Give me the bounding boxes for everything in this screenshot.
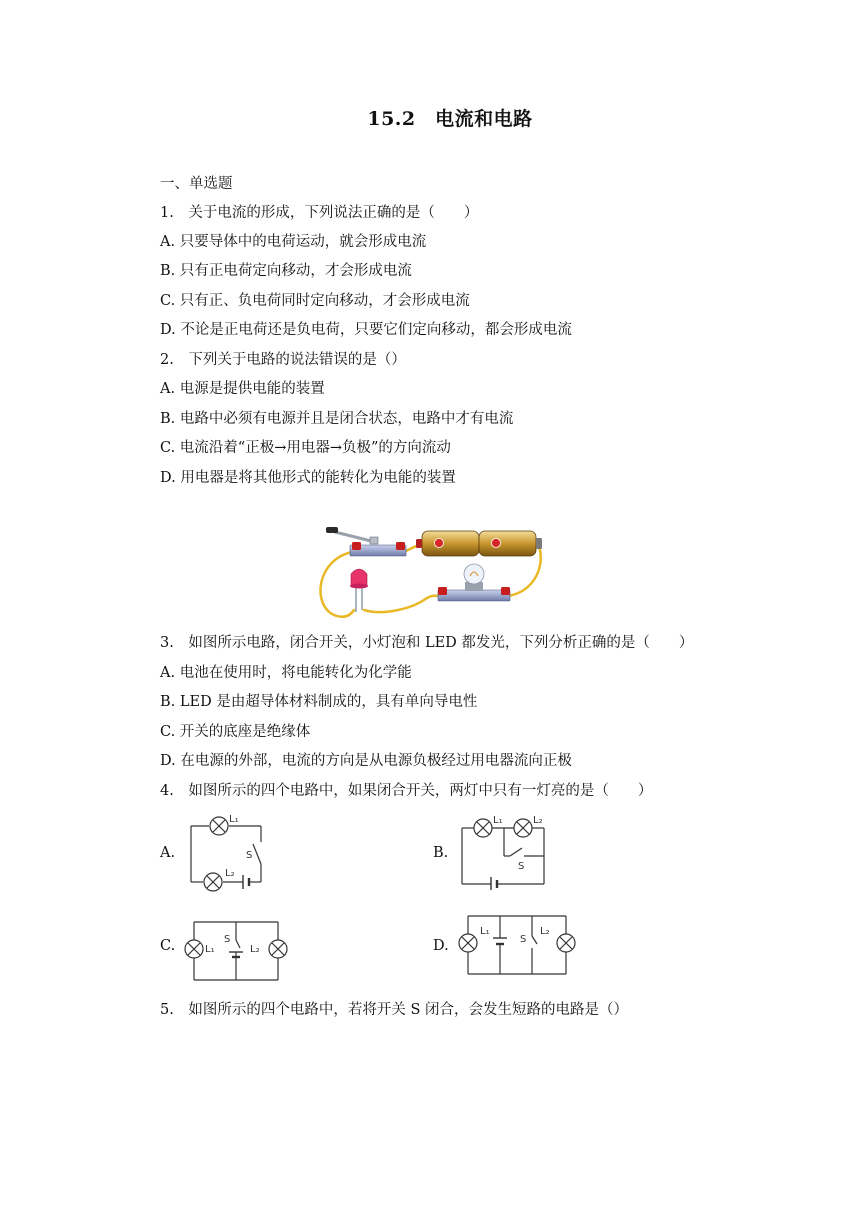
led-icon [350,569,368,612]
lamp-icon [438,564,510,601]
question-3-stem: 3. 如图所示电路，闭合开关，小灯泡和 LED 都发光，下列分析正确的是（ ） [160,635,694,651]
section-heading: 一、单选题 [160,176,233,192]
lamp-l1-icon [185,940,203,958]
label-l2: L₂ [225,868,235,879]
label-l2: L₂ [540,926,550,937]
question-2-option-c: C. 电流沿着“正极→用电器→负极”的方向流动 [160,440,451,456]
question-3-option-b: B. LED 是由超导体材料制成的，具有单向导电性 [160,694,478,710]
label-s: S [224,934,231,945]
question-1-option-b: B. 只有正电荷定向移动，才会形成电流 [160,263,412,279]
lamp-l2-icon [514,819,532,837]
lamp-l2-icon [269,940,287,958]
lamp-l2-icon [557,934,575,952]
question-3-option-a: A. 电池在使用时，将电能转化为化学能 [160,665,412,681]
label-l1: L₁ [205,944,215,955]
question-2-option-b: B. 电路中必须有电源并且是闭合状态，电路中才有电流 [160,411,514,427]
question-4-option-b-label: B. [433,845,449,861]
question-2-option-a: A. 电源是提供电能的装置 [160,381,325,397]
question-4-option-d-label: D. [433,938,449,954]
label-l2: L₂ [250,944,260,955]
physical-circuit-figure [312,520,548,622]
question-1-option-d: D. 不论是正电荷还是负电荷，只要它们定向移动，都会形成电流 [160,322,572,338]
label-s: S [246,850,253,861]
question-1-option-a: A. 只要导体中的电荷运动，就会形成电流 [160,234,427,250]
question-5-stem: 5. 如图所示的四个电路中，若将开关 S 闭合，会发生短路的电路是（） [160,1002,628,1018]
question-2-option-d: D. 用电器是将其他形式的能转化为电能的装置 [160,470,456,486]
label-s: S [518,861,525,872]
label-l2: L₂ [533,815,543,826]
lamp-l1-icon [474,819,492,837]
circuit-a-diagram [185,812,267,892]
lamp-l1-icon [459,934,477,952]
question-4-option-c-label: C. [160,938,176,954]
circuit-b-diagram [458,812,550,890]
question-4-stem: 4. 如图所示的四个电路中，如果闭合开关，两灯中只有一灯亮的是（ ） [160,783,653,799]
battery-icon [491,877,497,890]
switch-icon [326,527,406,556]
question-4-option-a-label: A. [160,845,176,861]
lamp-l2-icon [204,873,222,891]
battery-icon [493,938,507,944]
question-3-option-c: C. 开关的底座是绝缘体 [160,724,311,740]
lamp-l1-icon [210,817,228,835]
circuit-d-diagram [456,908,576,980]
battery-icon [243,875,249,889]
question-2-stem: 2. 下列关于电路的说法错误的是（） [160,352,406,368]
question-1-option-c: C. 只有正、负电荷同时定向移动，才会形成电流 [160,293,470,309]
question-3-option-d: D. 在电源的外部，电流的方向是从电源负极经过用电器流向正极 [160,753,572,769]
label-s: S [520,934,527,945]
label-l1: L₁ [229,814,239,825]
label-l1: L₁ [493,815,503,826]
question-1-stem: 1. 关于电流的形成，下列说法正确的是（ ） [160,205,479,221]
label-l1: L₁ [480,926,490,937]
page-title: 15.2 电流和电路 [367,108,533,130]
circuit-c-diagram [180,914,292,984]
battery-icon [416,531,542,556]
